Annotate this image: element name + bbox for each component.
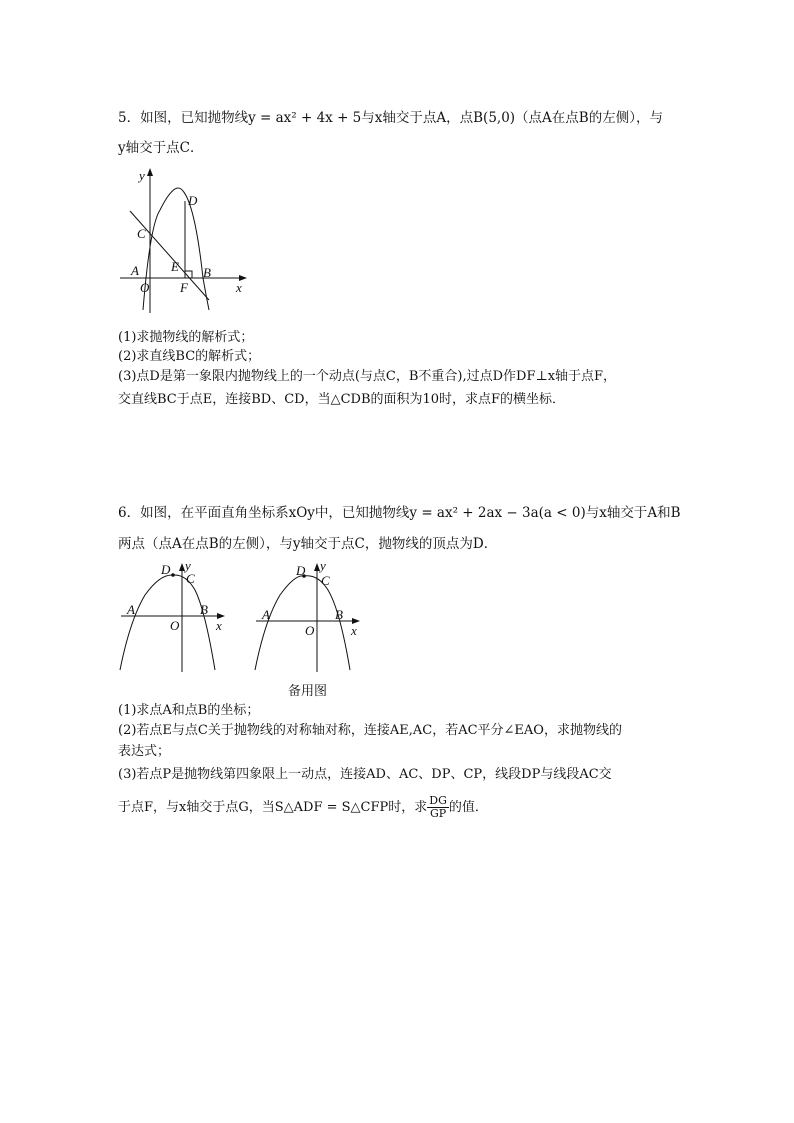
problem5-question3-line2: 交直线BC于点E，连接BD、CD，当△CDB的面积为10时，求点F的横坐标． [118, 392, 566, 407]
label-f: F [180, 280, 188, 295]
label-o: O [170, 618, 180, 633]
q3-line2-text-after: 的值． [448, 800, 488, 815]
problem5-statement-line1: 5．如图，已知抛物线y = ax² + 4x + 5与x轴交于点A，点B(5,0)（点A在点B的左侧），与 [118, 110, 663, 126]
problem5-question2: (2)求直线BC的解析式； [118, 349, 261, 364]
problem6-statement-line2: 两点（点A在点B的左侧），与y轴交于点C，抛物线的顶点为D． [118, 536, 498, 552]
label-c: C [137, 226, 146, 241]
label-b: B [203, 265, 211, 280]
label-x: x [216, 618, 222, 633]
problem5-figure [115, 165, 255, 315]
label-b: B [335, 607, 343, 622]
problem6-question3-line1: (3)若点P是抛物线第四象限上一动点，连接AD、AC、DP、CP，线段DP与线段AC交 [118, 767, 612, 782]
label-d: D [161, 562, 171, 577]
label-o: O [305, 623, 315, 638]
fraction-dg-gp [427, 795, 449, 820]
problem5-question1: (1)求抛物线的解析式； [118, 330, 254, 345]
label-d: D [188, 193, 198, 208]
label-a: A [131, 263, 139, 278]
q3-line2-text-before: 于点F，与x轴交于点G，当S△ADF = S△CFP时，求 [118, 800, 428, 815]
problem6-question2-line1: (2)若点E与点C关于抛物线的对称轴对称，连接AE,AC，若AC平分∠EAO，求抛物线的 [118, 723, 622, 738]
label-a: A [262, 607, 270, 622]
label-x: x [236, 280, 242, 295]
label-y: y [139, 168, 145, 183]
label-c: C [321, 573, 330, 588]
backup-figure-caption: 备用图 [288, 684, 328, 699]
problem6-statement-line1: 6．如图，在平面直角坐标系xOy中，已知抛物线y = ax² + 2ax − 3a(a < 0)与x轴交于A和B [118, 505, 681, 521]
fraction-numerator: DG [429, 794, 447, 807]
problem5-statement-line2: y轴交于点C． [118, 140, 204, 156]
label-d: D [296, 563, 306, 578]
label-x: x [351, 623, 357, 638]
label-y: y [320, 560, 326, 573]
parabola [120, 575, 215, 670]
label-c: C [186, 571, 195, 586]
parabola [255, 576, 350, 670]
label-y: y [185, 560, 191, 573]
y-axis-arrow [147, 168, 153, 176]
problem6-figure-main [115, 560, 230, 675]
vertex-point [171, 573, 175, 577]
label-a: A [127, 602, 135, 617]
fraction-denominator: GP [429, 807, 447, 820]
parabola [143, 188, 209, 310]
problem6-question1: (1)求点A和点B的坐标； [118, 703, 260, 718]
problem5-question3-line1: (3)点D是第一象限内抛物线上的一个动点(与点C，B不重合),过点D作DF⊥x轴于点F， [118, 369, 617, 384]
label-b: B [200, 602, 208, 617]
label-e: E [171, 259, 179, 274]
label-o: O [140, 280, 150, 295]
problem6-question2-line2: 表达式； [118, 744, 171, 759]
problem6-question3-line2 [118, 795, 488, 820]
problem6-figure-backup [250, 560, 365, 675]
